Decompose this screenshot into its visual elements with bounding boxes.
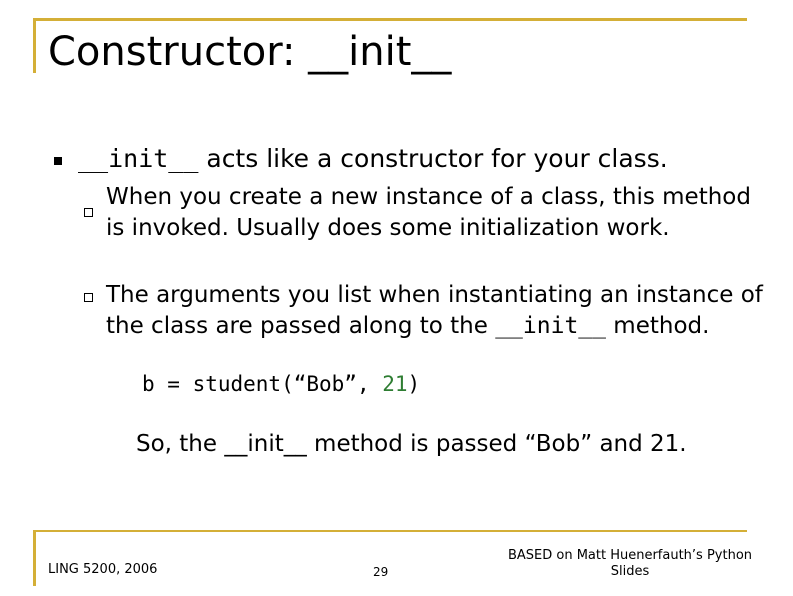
slide-title: Constructor: __init__ bbox=[48, 29, 452, 75]
hollow-square-bullet-icon bbox=[84, 293, 93, 302]
title-rule-top bbox=[33, 18, 747, 21]
code-number: 21 bbox=[382, 372, 408, 396]
code-sep: , bbox=[356, 372, 383, 396]
bullet-main-code: __init__ bbox=[78, 144, 199, 173]
title-rule-left bbox=[33, 18, 36, 73]
footer-page-number: 29 bbox=[373, 565, 389, 579]
code-string: “Bob” bbox=[293, 372, 357, 396]
sub-bullet-2-end: method. bbox=[605, 313, 710, 339]
sub-bullet-1: When you create a new instance of a class, this method is invoked. Usually does some initialization work. bbox=[106, 184, 751, 241]
footer-rule-bottom bbox=[33, 530, 747, 532]
bullet-main bbox=[78, 142, 668, 176]
footer-credit: BASED on Matt Huenerfauth’s Python Slides bbox=[507, 548, 753, 579]
sub-bullet-2 bbox=[106, 280, 766, 342]
code-suffix: ) bbox=[407, 372, 421, 396]
code-prefix: b = student( bbox=[142, 372, 294, 396]
footer-course: LING 5200, 2006 bbox=[48, 562, 158, 577]
sub-bullet-2-code: __init__ bbox=[495, 313, 606, 339]
hollow-square-bullet-icon bbox=[84, 208, 93, 217]
note-text: So, the __init__ method is passed “Bob” and 21. bbox=[136, 431, 687, 457]
square-bullet-icon bbox=[54, 157, 62, 165]
code-example bbox=[142, 368, 420, 400]
sub-bullet-2-text: The arguments you list when instantiating an instance of the class are passed along to the bbox=[106, 282, 763, 339]
bullet-main-text: acts like a constructor for your class. bbox=[198, 144, 668, 173]
footer-rule-left bbox=[33, 530, 36, 586]
